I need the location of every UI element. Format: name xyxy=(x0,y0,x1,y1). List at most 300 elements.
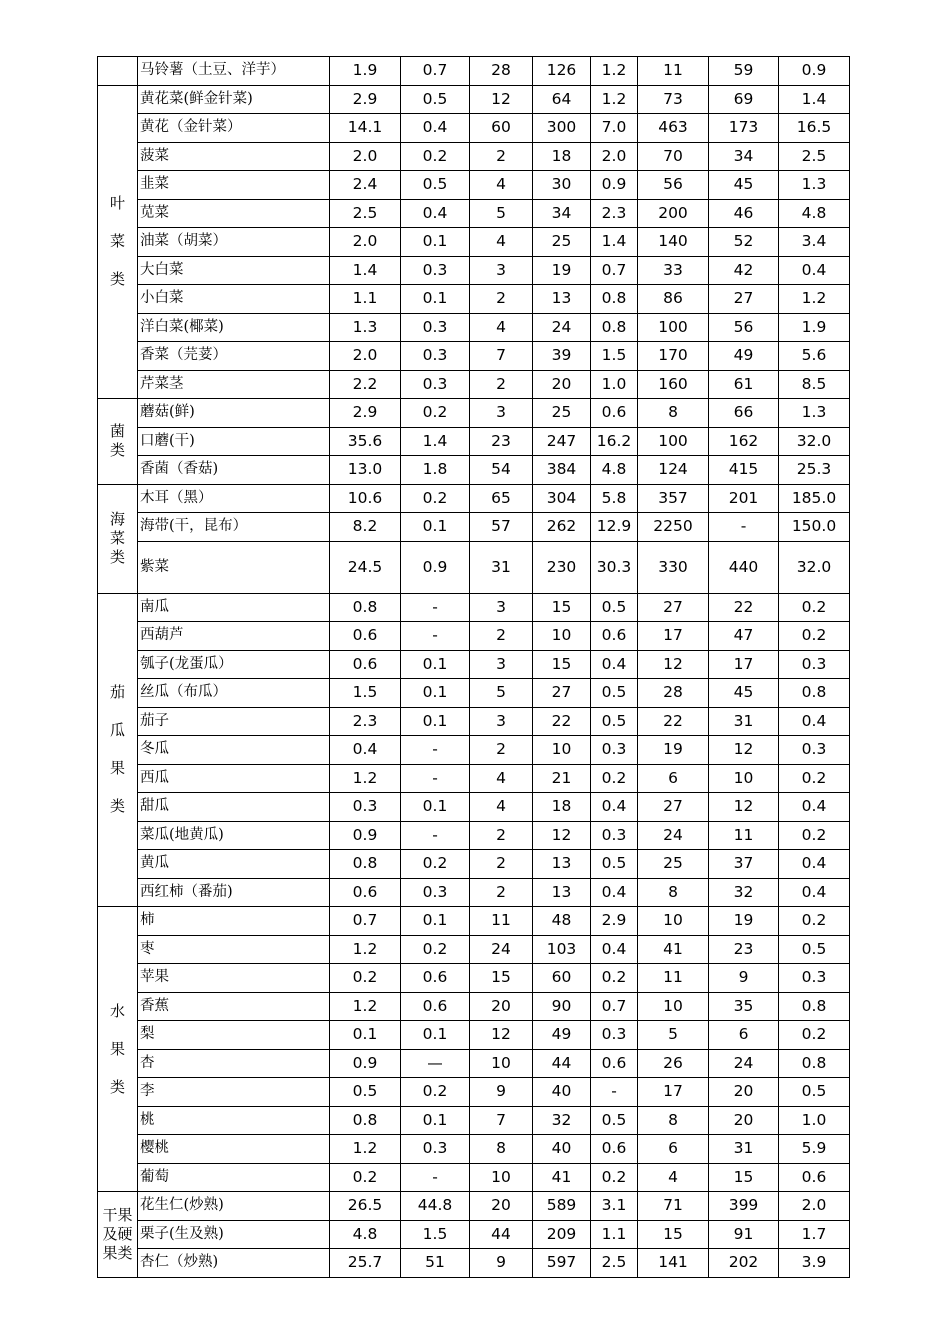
value-cell: 27 xyxy=(638,793,709,822)
table-row xyxy=(98,370,850,399)
value-cell: 9 xyxy=(709,964,779,993)
value-cell: 8.2 xyxy=(330,513,401,542)
table-body xyxy=(98,57,850,1278)
value-cell: 0.5 xyxy=(401,171,470,200)
table-row xyxy=(98,1220,850,1249)
value-cell: 0.4 xyxy=(779,878,850,907)
value-cell: 0.9 xyxy=(330,1049,401,1078)
value-cell: 0.4 xyxy=(779,793,850,822)
value-cell: 0.2 xyxy=(779,1021,850,1050)
value-cell: 17 xyxy=(638,622,709,651)
value-cell: 3 xyxy=(470,707,533,736)
value-cell: 4 xyxy=(470,228,533,257)
value-cell: 0.2 xyxy=(401,484,470,513)
value-cell: 52 xyxy=(709,228,779,257)
table-row xyxy=(98,935,850,964)
value-cell: 8 xyxy=(638,399,709,428)
value-cell: 0.2 xyxy=(591,764,638,793)
value-cell: 0.1 xyxy=(401,513,470,542)
value-cell: 0.8 xyxy=(779,992,850,1021)
value-cell: 0.5 xyxy=(779,935,850,964)
value-cell: 0.2 xyxy=(330,964,401,993)
value-cell: 126 xyxy=(533,57,591,86)
value-cell: 5 xyxy=(470,199,533,228)
table-row xyxy=(98,313,850,342)
value-cell: 0.1 xyxy=(401,679,470,708)
table-row xyxy=(98,228,850,257)
value-cell: 140 xyxy=(638,228,709,257)
value-cell: 18 xyxy=(533,142,591,171)
value-cell: 5.6 xyxy=(779,342,850,371)
value-cell: 9 xyxy=(470,1249,533,1278)
value-cell: 0.4 xyxy=(779,256,850,285)
value-cell: 22 xyxy=(533,707,591,736)
value-cell: 3.1 xyxy=(591,1192,638,1221)
value-cell: 0.1 xyxy=(401,650,470,679)
value-cell: 0.2 xyxy=(779,764,850,793)
food-name-cell: 蘑菇(鲜) xyxy=(138,399,330,428)
value-cell: 10 xyxy=(470,1049,533,1078)
value-cell: 6 xyxy=(709,1021,779,1050)
value-cell: 2.0 xyxy=(330,342,401,371)
value-cell: 44.8 xyxy=(401,1192,470,1221)
value-cell: 14.1 xyxy=(330,114,401,143)
value-cell: 0.4 xyxy=(591,793,638,822)
table-row xyxy=(98,650,850,679)
value-cell: 262 xyxy=(533,513,591,542)
value-cell: 597 xyxy=(533,1249,591,1278)
food-name-cell: 李 xyxy=(138,1078,330,1107)
value-cell: 0.2 xyxy=(591,964,638,993)
food-name-cell: 葡萄 xyxy=(138,1163,330,1192)
value-cell: 11 xyxy=(638,964,709,993)
value-cell: 2 xyxy=(470,285,533,314)
value-cell: 0.3 xyxy=(591,736,638,765)
value-cell: 0.8 xyxy=(591,285,638,314)
value-cell: 39 xyxy=(533,342,591,371)
food-name-cell: 栗子(生及熟) xyxy=(138,1220,330,1249)
value-cell: 0.3 xyxy=(401,342,470,371)
value-cell: 0.6 xyxy=(779,1163,850,1192)
value-cell: 11 xyxy=(709,821,779,850)
value-cell: 20 xyxy=(470,1192,533,1221)
value-cell: 0.9 xyxy=(779,57,850,86)
value-cell: 15 xyxy=(533,650,591,679)
value-cell: 27 xyxy=(638,593,709,622)
food-name-cell: 樱桃 xyxy=(138,1135,330,1164)
value-cell: 1.3 xyxy=(779,399,850,428)
value-cell: 1.5 xyxy=(330,679,401,708)
value-cell: 11 xyxy=(470,907,533,936)
value-cell: 9 xyxy=(470,1078,533,1107)
value-cell: 33 xyxy=(638,256,709,285)
value-cell: 25 xyxy=(533,399,591,428)
value-cell: 3 xyxy=(470,256,533,285)
table-row xyxy=(98,679,850,708)
value-cell: 24.5 xyxy=(330,541,401,593)
table-row xyxy=(98,821,850,850)
value-cell: 7.0 xyxy=(591,114,638,143)
value-cell: 24 xyxy=(709,1049,779,1078)
food-name-cell: 苹果 xyxy=(138,964,330,993)
value-cell: 64 xyxy=(533,85,591,114)
value-cell: 2.5 xyxy=(779,142,850,171)
value-cell: 12 xyxy=(709,793,779,822)
value-cell: 162 xyxy=(709,427,779,456)
table-row xyxy=(98,199,850,228)
value-cell: 0.3 xyxy=(401,256,470,285)
value-cell: 0.9 xyxy=(591,171,638,200)
table-row xyxy=(98,878,850,907)
table-row xyxy=(98,793,850,822)
value-cell: 0.8 xyxy=(330,593,401,622)
value-cell: 2.3 xyxy=(330,707,401,736)
food-name-cell: 花生仁(炒熟) xyxy=(138,1192,330,1221)
value-cell: 10 xyxy=(709,764,779,793)
value-cell: 4.8 xyxy=(330,1220,401,1249)
value-cell: 0.8 xyxy=(779,679,850,708)
value-cell: 2.0 xyxy=(330,142,401,171)
value-cell: - xyxy=(401,622,470,651)
value-cell: 10 xyxy=(638,992,709,1021)
value-cell: 201 xyxy=(709,484,779,513)
value-cell: 40 xyxy=(533,1135,591,1164)
value-cell: 71 xyxy=(638,1192,709,1221)
value-cell: 0.8 xyxy=(330,850,401,879)
value-cell: 34 xyxy=(709,142,779,171)
value-cell: - xyxy=(401,821,470,850)
value-cell: 0.3 xyxy=(779,736,850,765)
value-cell: 2.9 xyxy=(591,907,638,936)
category-cell: 干果 及硬 果类 xyxy=(98,1192,138,1278)
value-cell: 4 xyxy=(470,171,533,200)
value-cell: 11 xyxy=(638,57,709,86)
value-cell: 32 xyxy=(709,878,779,907)
food-name-cell: 香菌（香菇) xyxy=(138,456,330,485)
value-cell: 3.9 xyxy=(779,1249,850,1278)
value-cell: 21 xyxy=(533,764,591,793)
food-name-cell: 丝瓜（布瓜） xyxy=(138,679,330,708)
value-cell: 1.0 xyxy=(591,370,638,399)
value-cell: 300 xyxy=(533,114,591,143)
value-cell: 202 xyxy=(709,1249,779,1278)
food-name-cell: 杏 xyxy=(138,1049,330,1078)
value-cell: 15 xyxy=(470,964,533,993)
category-cell: 海 菜 类 xyxy=(98,484,138,593)
value-cell: 13 xyxy=(533,285,591,314)
value-cell: 247 xyxy=(533,427,591,456)
value-cell: 2.9 xyxy=(330,399,401,428)
value-cell: 35.6 xyxy=(330,427,401,456)
table-row xyxy=(98,513,850,542)
table-row xyxy=(98,57,850,86)
value-cell: 1.3 xyxy=(330,313,401,342)
table-row xyxy=(98,427,850,456)
value-cell: 304 xyxy=(533,484,591,513)
value-cell: 28 xyxy=(470,57,533,86)
value-cell: 45 xyxy=(709,679,779,708)
value-cell: 24 xyxy=(638,821,709,850)
value-cell: 0.4 xyxy=(401,199,470,228)
table-row xyxy=(98,707,850,736)
value-cell: 0.3 xyxy=(779,964,850,993)
value-cell: 384 xyxy=(533,456,591,485)
value-cell: 0.1 xyxy=(330,1021,401,1050)
value-cell: 170 xyxy=(638,342,709,371)
value-cell: 8 xyxy=(638,1106,709,1135)
value-cell: 4.8 xyxy=(591,456,638,485)
table-row xyxy=(98,1192,850,1221)
value-cell: 0.3 xyxy=(401,1135,470,1164)
value-cell: 0.6 xyxy=(591,1135,638,1164)
value-cell: 0.5 xyxy=(591,593,638,622)
value-cell: 46 xyxy=(709,199,779,228)
value-cell: 0.4 xyxy=(591,650,638,679)
value-cell: - xyxy=(709,513,779,542)
value-cell: 18 xyxy=(533,793,591,822)
food-name-cell: 西瓜 xyxy=(138,764,330,793)
value-cell: 73 xyxy=(638,85,709,114)
value-cell: 26 xyxy=(638,1049,709,1078)
food-name-cell: 冬瓜 xyxy=(138,736,330,765)
value-cell: - xyxy=(401,764,470,793)
value-cell: 2 xyxy=(470,850,533,879)
value-cell: 100 xyxy=(638,313,709,342)
value-cell: 1.3 xyxy=(779,171,850,200)
value-cell: 0.2 xyxy=(401,399,470,428)
food-name-cell: 小白菜 xyxy=(138,285,330,314)
value-cell: 41 xyxy=(533,1163,591,1192)
value-cell: 0.4 xyxy=(591,935,638,964)
food-name-cell: 西葫芦 xyxy=(138,622,330,651)
value-cell: 16.5 xyxy=(779,114,850,143)
value-cell: 15 xyxy=(709,1163,779,1192)
value-cell: 1.2 xyxy=(779,285,850,314)
value-cell: 8 xyxy=(638,878,709,907)
table-row xyxy=(98,256,850,285)
value-cell: 12 xyxy=(470,1021,533,1050)
food-name-cell: 紫菜 xyxy=(138,541,330,593)
nutrition-table xyxy=(97,56,850,1278)
value-cell: 24 xyxy=(533,313,591,342)
value-cell: 1.2 xyxy=(591,85,638,114)
value-cell: 1.4 xyxy=(779,85,850,114)
value-cell: 4 xyxy=(470,793,533,822)
value-cell: 42 xyxy=(709,256,779,285)
table-row xyxy=(98,85,850,114)
food-name-cell: 南瓜 xyxy=(138,593,330,622)
table-row xyxy=(98,1249,850,1278)
value-cell: 19 xyxy=(638,736,709,765)
value-cell: 49 xyxy=(533,1021,591,1050)
value-cell: 0.2 xyxy=(401,1078,470,1107)
value-cell: - xyxy=(591,1078,638,1107)
food-name-cell: 菜瓜(地黄瓜) xyxy=(138,821,330,850)
value-cell: 15 xyxy=(638,1220,709,1249)
value-cell: 15 xyxy=(533,593,591,622)
value-cell: 0.2 xyxy=(779,593,850,622)
table-row xyxy=(98,285,850,314)
value-cell: 60 xyxy=(470,114,533,143)
value-cell: 19 xyxy=(709,907,779,936)
value-cell: - xyxy=(401,1163,470,1192)
food-name-cell: 西红柿（番茄) xyxy=(138,878,330,907)
food-name-cell: 瓠子(龙蛋瓜） xyxy=(138,650,330,679)
value-cell: 32 xyxy=(533,1106,591,1135)
value-cell: 4 xyxy=(470,313,533,342)
value-cell: 10 xyxy=(533,736,591,765)
value-cell: 22 xyxy=(709,593,779,622)
value-cell: 47 xyxy=(709,622,779,651)
value-cell: 12 xyxy=(638,650,709,679)
value-cell: 230 xyxy=(533,541,591,593)
food-name-cell: 海带(干，昆布） xyxy=(138,513,330,542)
value-cell: 5.8 xyxy=(591,484,638,513)
value-cell: 2.0 xyxy=(591,142,638,171)
value-cell: 1.5 xyxy=(591,342,638,371)
value-cell: 0.2 xyxy=(779,907,850,936)
food-name-cell: 黄花（金针菜） xyxy=(138,114,330,143)
value-cell: 2.9 xyxy=(330,85,401,114)
value-cell: 6 xyxy=(638,1135,709,1164)
value-cell: 0.2 xyxy=(779,821,850,850)
value-cell: 60 xyxy=(533,964,591,993)
value-cell: 2.0 xyxy=(779,1192,850,1221)
value-cell: 1.7 xyxy=(779,1220,850,1249)
value-cell: 0.2 xyxy=(401,850,470,879)
food-name-cell: 韭菜 xyxy=(138,171,330,200)
food-name-cell: 口蘑(干) xyxy=(138,427,330,456)
food-name-cell: 苋菜 xyxy=(138,199,330,228)
value-cell: - xyxy=(401,593,470,622)
value-cell: 10 xyxy=(533,622,591,651)
value-cell: 0.6 xyxy=(401,964,470,993)
value-cell: 0.8 xyxy=(591,313,638,342)
value-cell: 1.2 xyxy=(330,935,401,964)
value-cell: 5.9 xyxy=(779,1135,850,1164)
value-cell: 1.0 xyxy=(779,1106,850,1135)
value-cell: 13 xyxy=(533,850,591,879)
food-name-cell: 甜瓜 xyxy=(138,793,330,822)
value-cell: 3 xyxy=(470,593,533,622)
value-cell: 26.5 xyxy=(330,1192,401,1221)
table-row xyxy=(98,907,850,936)
value-cell: 0.4 xyxy=(591,878,638,907)
value-cell: 69 xyxy=(709,85,779,114)
food-name-cell: 杏仁（炒熟) xyxy=(138,1249,330,1278)
table-row xyxy=(98,171,850,200)
value-cell: 23 xyxy=(470,427,533,456)
value-cell: 4 xyxy=(638,1163,709,1192)
food-name-cell: 香菜（芫荽） xyxy=(138,342,330,371)
value-cell: 2.2 xyxy=(330,370,401,399)
category-cell: 叶 菜 类 xyxy=(98,85,138,399)
value-cell: 31 xyxy=(470,541,533,593)
value-cell: 56 xyxy=(638,171,709,200)
value-cell: 44 xyxy=(470,1220,533,1249)
category-cell: 茄 瓜 果 类 xyxy=(98,593,138,907)
value-cell: 61 xyxy=(709,370,779,399)
value-cell: 124 xyxy=(638,456,709,485)
value-cell: 7 xyxy=(470,342,533,371)
value-cell: 2 xyxy=(470,821,533,850)
value-cell: 0.9 xyxy=(401,541,470,593)
table-row xyxy=(98,1049,850,1078)
food-name-cell: 黄瓜 xyxy=(138,850,330,879)
value-cell: 0.3 xyxy=(401,370,470,399)
food-name-cell: 黄花菜(鲜金针菜) xyxy=(138,85,330,114)
value-cell: 2.5 xyxy=(330,199,401,228)
value-cell: 0.4 xyxy=(330,736,401,765)
value-cell: 20 xyxy=(709,1078,779,1107)
value-cell: 0.1 xyxy=(401,1021,470,1050)
value-cell: 32.0 xyxy=(779,541,850,593)
value-cell: 16.2 xyxy=(591,427,638,456)
category-cell: 水 果 类 xyxy=(98,907,138,1192)
value-cell: 25.7 xyxy=(330,1249,401,1278)
food-name-cell: 柿 xyxy=(138,907,330,936)
value-cell: 0.2 xyxy=(401,935,470,964)
value-cell: 45 xyxy=(709,171,779,200)
table-row xyxy=(98,764,850,793)
value-cell: 2.4 xyxy=(330,171,401,200)
value-cell: 0.3 xyxy=(779,650,850,679)
value-cell: 0.4 xyxy=(779,850,850,879)
value-cell: 0.6 xyxy=(330,622,401,651)
value-cell: 41 xyxy=(638,935,709,964)
value-cell: 6 xyxy=(638,764,709,793)
value-cell: 0.3 xyxy=(330,793,401,822)
food-name-cell: 菠菜 xyxy=(138,142,330,171)
value-cell: 2.0 xyxy=(330,228,401,257)
value-cell: 27 xyxy=(533,679,591,708)
value-cell: 0.2 xyxy=(591,1163,638,1192)
value-cell: 20 xyxy=(470,992,533,1021)
value-cell: 0.6 xyxy=(591,1049,638,1078)
value-cell: 1.5 xyxy=(401,1220,470,1249)
food-name-cell: 木耳（黑） xyxy=(138,484,330,513)
value-cell: 0.1 xyxy=(401,1106,470,1135)
value-cell: 2 xyxy=(470,370,533,399)
value-cell: 1.8 xyxy=(401,456,470,485)
table-row xyxy=(98,484,850,513)
value-cell: 12 xyxy=(533,821,591,850)
value-cell: 37 xyxy=(709,850,779,879)
table-row xyxy=(98,992,850,1021)
value-cell: 0.1 xyxy=(401,285,470,314)
value-cell: — xyxy=(401,1049,470,1078)
value-cell: 0.1 xyxy=(401,228,470,257)
value-cell: 17 xyxy=(709,650,779,679)
value-cell: 19 xyxy=(533,256,591,285)
value-cell: 12.9 xyxy=(591,513,638,542)
value-cell: 12 xyxy=(470,85,533,114)
value-cell: 103 xyxy=(533,935,591,964)
table-row xyxy=(98,541,850,593)
food-name-cell: 香蕉 xyxy=(138,992,330,1021)
value-cell: 415 xyxy=(709,456,779,485)
value-cell: 141 xyxy=(638,1249,709,1278)
value-cell: 2250 xyxy=(638,513,709,542)
value-cell: 463 xyxy=(638,114,709,143)
value-cell: 0.6 xyxy=(591,622,638,651)
value-cell: 0.5 xyxy=(591,707,638,736)
value-cell: 13 xyxy=(533,878,591,907)
value-cell: 2 xyxy=(470,142,533,171)
value-cell: 7 xyxy=(470,1106,533,1135)
value-cell: 2 xyxy=(470,622,533,651)
value-cell: 65 xyxy=(470,484,533,513)
